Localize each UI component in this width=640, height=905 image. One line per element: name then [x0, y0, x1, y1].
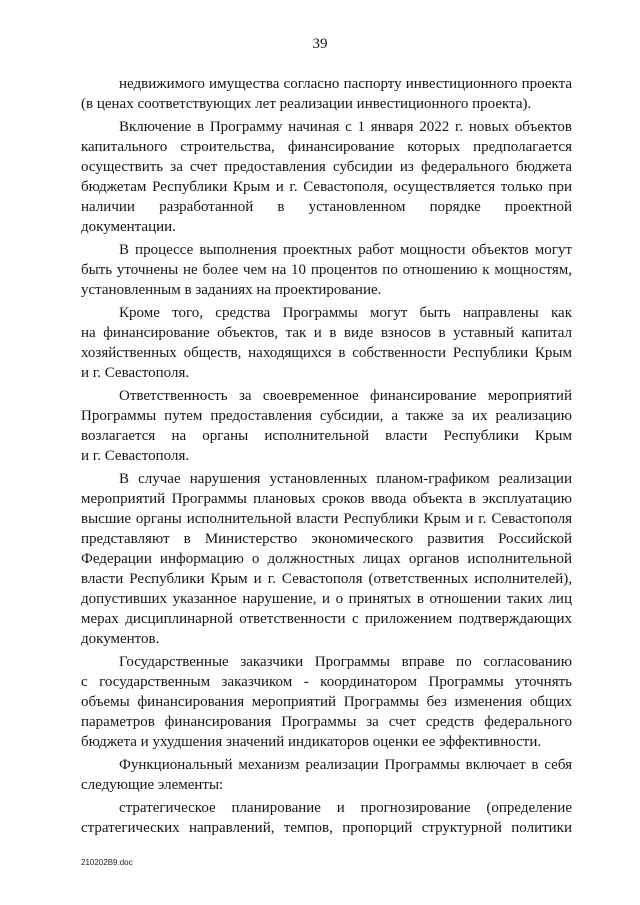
text-line: представляют в Министерство экономического развития Российской	[81, 531, 572, 547]
paragraph	[81, 303, 572, 383]
text-line: и г. Севастополя.	[81, 448, 190, 464]
paragraph	[81, 798, 572, 838]
text-line: на финансирование объектов, так и в виде взносов в уставный капитал	[81, 325, 572, 341]
text-line: капитального строительства, финансирование которых предполагается	[81, 139, 572, 155]
text-line: с государственным заказчиком - координатором Программы уточнять	[81, 674, 572, 690]
text-line: Программы путем предоставления субсидии, а также за их реализацию	[81, 408, 572, 424]
text-line: параметров финансирования Программы за счет средств федерального	[81, 714, 572, 730]
paragraph	[81, 386, 572, 466]
text-line: мероприятий Программы плановых сроков ввода объекта в эксплуатацию	[81, 491, 572, 507]
text-line: Кроме того, средства Программы могут быть направлены как	[119, 305, 572, 321]
text-line: объемы финансирования мероприятий Программы без изменения общих	[81, 694, 572, 710]
paragraph	[81, 74, 572, 114]
text-line: Государственные заказчики Программы вправе по согласованию	[119, 654, 572, 670]
text-line: осуществить за счет предоставления субсидии из федерального бюджета	[81, 159, 572, 175]
paragraph	[81, 755, 572, 795]
text-line: документов.	[81, 631, 160, 647]
paragraph	[81, 469, 572, 649]
text-line: недвижимого имущества согласно паспорту инвестиционного проекта	[119, 76, 572, 92]
text-line: Ответственность за своевременное финансирование мероприятий	[119, 388, 572, 404]
document-body	[81, 74, 572, 838]
document-file-code: 210202B9.doc	[81, 858, 133, 867]
text-line: хозяйственных обществ, находящихся в собственности Республики Крым	[81, 345, 572, 361]
text-line: и г. Севастополя.	[81, 365, 190, 381]
text-line: бюджетам Республики Крым и г. Севастополя, осуществляется только при	[81, 179, 572, 195]
text-line: наличии разработанной в установленном порядке проектной	[81, 199, 572, 215]
text-line: стратегическое планирование и прогнозирование (определение	[119, 800, 572, 816]
paragraph	[81, 117, 572, 237]
text-line: быть уточнены не более чем на 10 процентов по отношению к мощностям,	[81, 262, 572, 278]
page-number: 39	[312, 36, 328, 52]
text-line: В случае нарушения установленных планом-графиком реализации	[119, 471, 572, 487]
paragraph	[81, 240, 572, 300]
text-line: следующие элементы:	[81, 777, 224, 793]
text-line: (в ценах соответствующих лет реализации инвестиционного проекта).	[81, 96, 532, 112]
text-line: бюджета и ухудшения значений индикаторов оценки ее эффективности.	[81, 734, 542, 750]
text-line: установленным в заданиях на проектирование.	[81, 282, 382, 298]
text-line: высшие органы исполнительной власти Республики Крым и г. Севастополя	[81, 511, 572, 527]
text-line: власти Республики Крым и г. Севастополя (ответственных исполнителей),	[81, 571, 572, 587]
text-line: допустивших указанное нарушение, и о принятых в отношении таких лиц	[81, 591, 572, 607]
text-line: документации.	[81, 219, 176, 235]
text-line: мерах дисциплинарной ответственности с приложением подтверждающих	[81, 611, 572, 627]
text-line: стратегических направлений, темпов, пропорций структурной политики	[81, 820, 572, 836]
text-line: Функциональный механизм реализации Программы включает в себя	[119, 757, 572, 773]
text-line: Включение в Программу начиная с 1 января 2022 г. новых объектов	[119, 119, 572, 135]
text-line: В процессе выполнения проектных работ мощности объектов могут	[119, 242, 572, 258]
text-line: Федерации информацию о должностных лицах органов исполнительной	[81, 551, 572, 567]
paragraph	[81, 652, 572, 752]
text-line: возлагается на органы исполнительной власти Республики Крым	[81, 428, 572, 444]
